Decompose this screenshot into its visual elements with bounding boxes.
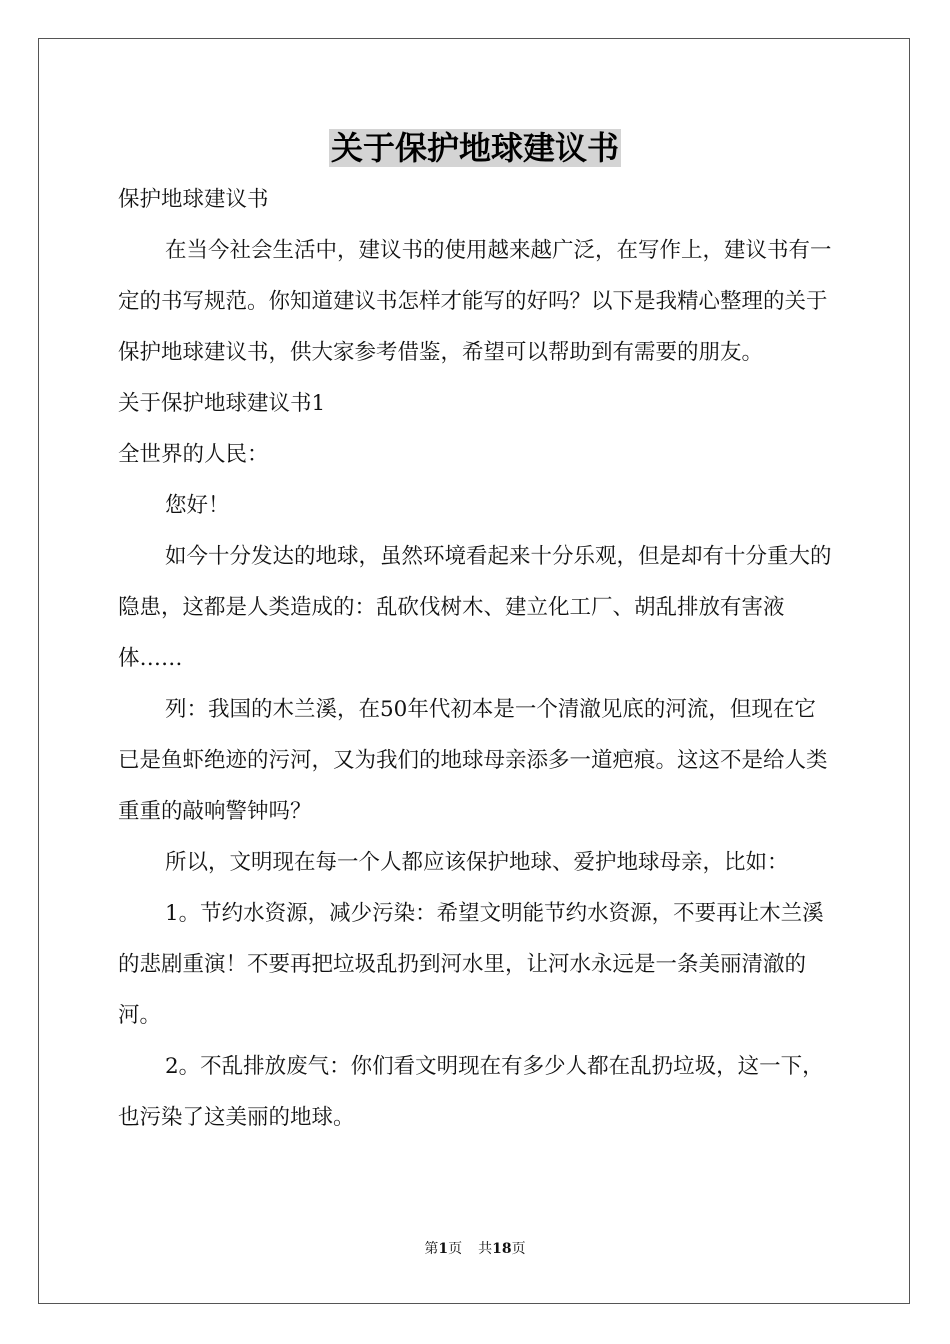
intro-paragraph: 在当今社会生活中，建议书的使用越来越广泛，在写作上，建议书有一定的书写规范。你知道建议书怎样才能写的好吗？以下是我精心整理的关于保护地球建议书，供大家参考借鉴，希望可以帮助到有需要的朋友。 <box>118 238 832 365</box>
document-title: 关于保护地球建议书 <box>330 129 619 167</box>
section-heading: 关于保护地球建议书1 <box>118 391 326 416</box>
body-paragraph: 如今十分发达的地球，虽然环境看起来十分乐观，但是却有十分重大的隐患，这都是人类造成的：乱砍伐树木、建立化工厂、胡乱排放有害液体…… <box>118 544 832 671</box>
greeting: 您好！ <box>165 493 230 518</box>
list-item: 2。不乱排放废气：你们看文明现在有多少人都在乱扔垃圾，这一下，也污染了这美丽的地球。 <box>118 1054 824 1130</box>
salutation: 全世界的人民： <box>118 442 269 467</box>
doc-subtitle: 保护地球建议书 <box>118 187 269 212</box>
total-page-count: 18 <box>492 1241 512 1257</box>
current-page-number: 1 <box>438 1241 449 1257</box>
page-footer: 第1页 共18页 <box>424 1241 526 1257</box>
document-body <box>118 174 834 1143</box>
body-paragraph: 列：我国的木兰溪，在50年代初本是一个清澈见底的河流，但现在它已是鱼虾绝迹的污河，又为我们的地球母亲添多一道疤痕。这这不是给人类重重的敲响警钟吗？ <box>118 697 828 824</box>
list-item: 1。节约水资源，减少污染：希望文明能节约水资源，不要再让木兰溪的悲剧重演！不要再把垃圾乱扔到河水里，让河水永远是一条美丽清澈的河。 <box>118 901 824 1028</box>
body-paragraph: 所以，文明现在每一个人都应该保护地球、爱护地球母亲，比如： <box>165 850 789 875</box>
